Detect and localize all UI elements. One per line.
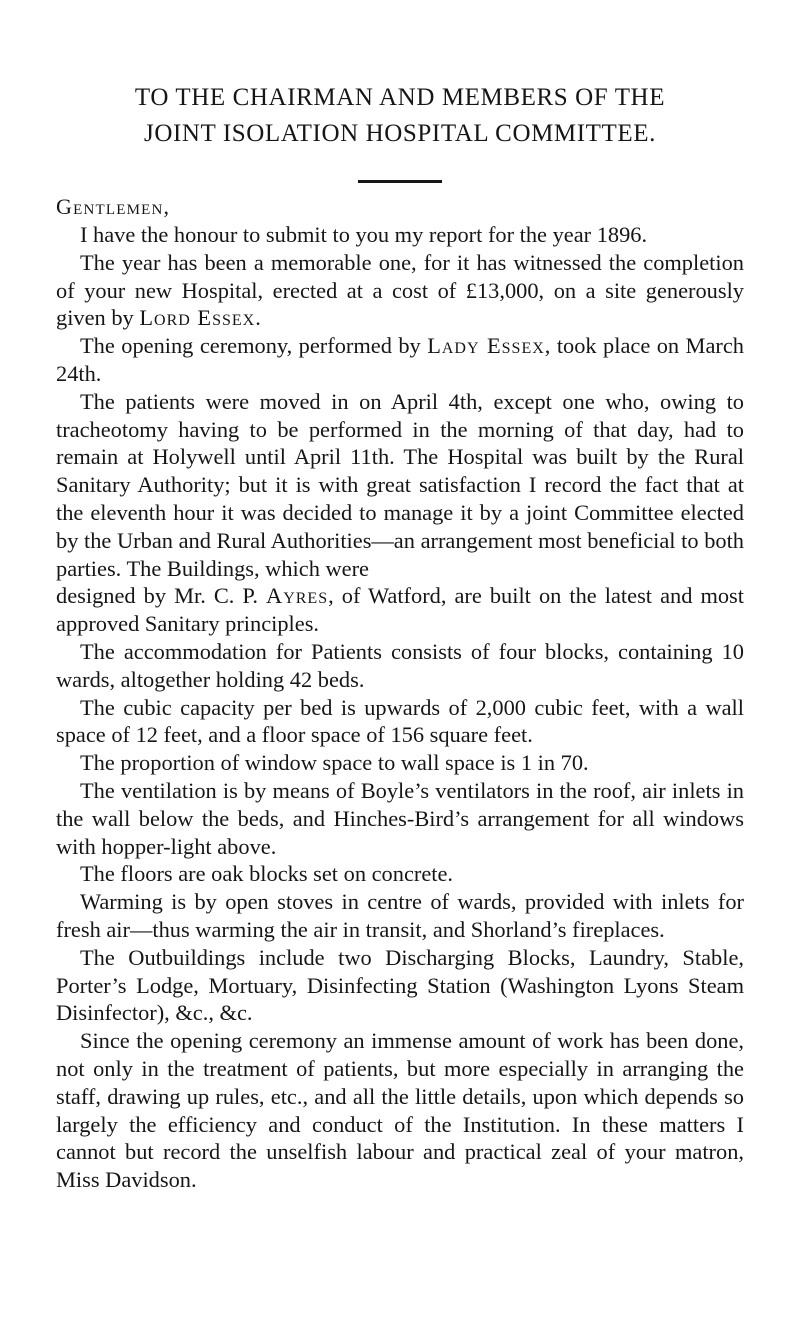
paragraph-window-space: The proportion of window space to wall space is 1 in 70.	[80, 750, 589, 776]
paragraph-hospital-completion	[56, 249, 744, 332]
report-body	[56, 80, 744, 1194]
person-name-ayres: Ayres	[266, 583, 329, 609]
paragraph-text: The year has been a memorable one, for it has witnessed the completion of your new Hospital, erected at a cost of £13,000, on a site generously given by	[56, 249, 744, 331]
paragraph-opening-ceremony	[56, 332, 744, 388]
paragraph-patients-moved: The patients were moved in on April 4th, except one who, owing to tracheotomy having to be performed in the morning of that day, had to remain at Holywell until April 11th. The Hospital was built by the Rural Sanitary Authority; but it is with great satisfaction I record the fact that at the eleventh hour it was decided to manage it by a joint Committee elected by the Urban and Rural Authorities—an arrangement most beneficial to both parties. The Buildings, which were	[56, 388, 744, 581]
paragraph-floors: The floors are oak blocks set on concrete.	[80, 861, 454, 887]
paragraph-text: designed by Mr. C. P.	[56, 583, 267, 609]
person-name-lady-essex: Lady Essex	[427, 333, 545, 359]
paragraph-buildings-design	[56, 582, 744, 638]
salutation: Gentlemen,	[56, 194, 171, 219]
paragraph-text: , took place on March 24th.	[56, 333, 744, 386]
title-line-2: JOINT ISOLATION HOSPITAL COMMITTEE.	[143, 120, 657, 147]
paragraph-warming: Warming is by open stoves in centre of wards, provided with inlets for fresh air—thus warming the air in transit, and Shorland’s fireplaces.	[56, 889, 744, 942]
person-name-lord-essex: Lord Essex	[139, 305, 256, 331]
paragraph-outbuildings: The Outbuildings include two Discharging Blocks, Laundry, Stable, Porter’s Lodge, Mortuary, Disinfecting Station (Washington Lyons Steam Disinfector), &c., &c.	[56, 944, 744, 1026]
paragraph-report-intro: I have the honour to submit to you my report for the year 1896.	[80, 222, 648, 247]
title-line-1: TO THE CHAIRMAN AND MEMBERS OF THE	[134, 84, 666, 111]
paragraph-text: The opening ceremony, performed by	[80, 333, 428, 359]
paragraph-accommodation: The accommodation for Patients consists of four blocks, containing 10 wards, altogether holding 42 beds.	[56, 638, 744, 692]
paragraph-ventilation: The ventilation is by means of Boyle’s ventilators in the roof, air inlets in the wall below the beds, and Hinches-Bird’s arrangement for all windows with hopper-light above.	[56, 777, 744, 859]
paragraph-text: , of Watford, are built on the latest and most approved Sanitary principles.	[56, 583, 744, 637]
paragraph-since-opening: Since the opening ceremony an immense amount of work has been done, not only in the treatment of patients, but more especially in arranging the staff, drawing up rules, etc., and all the little details, upon which depends so largely the efficiency and conduct of the Institution. In these matters I cannot but record the unselfish labour and practical zeal of your matron, Miss Davidson.	[56, 1028, 744, 1193]
paragraph-text: .	[255, 305, 261, 331]
paragraph-cubic-capacity: The cubic capacity per bed is upwards of 2,000 cubic feet, with a wall space of 12 feet, and a floor space of 156 square feet.	[56, 694, 744, 748]
document-title	[56, 80, 744, 152]
title-divider	[358, 180, 442, 183]
